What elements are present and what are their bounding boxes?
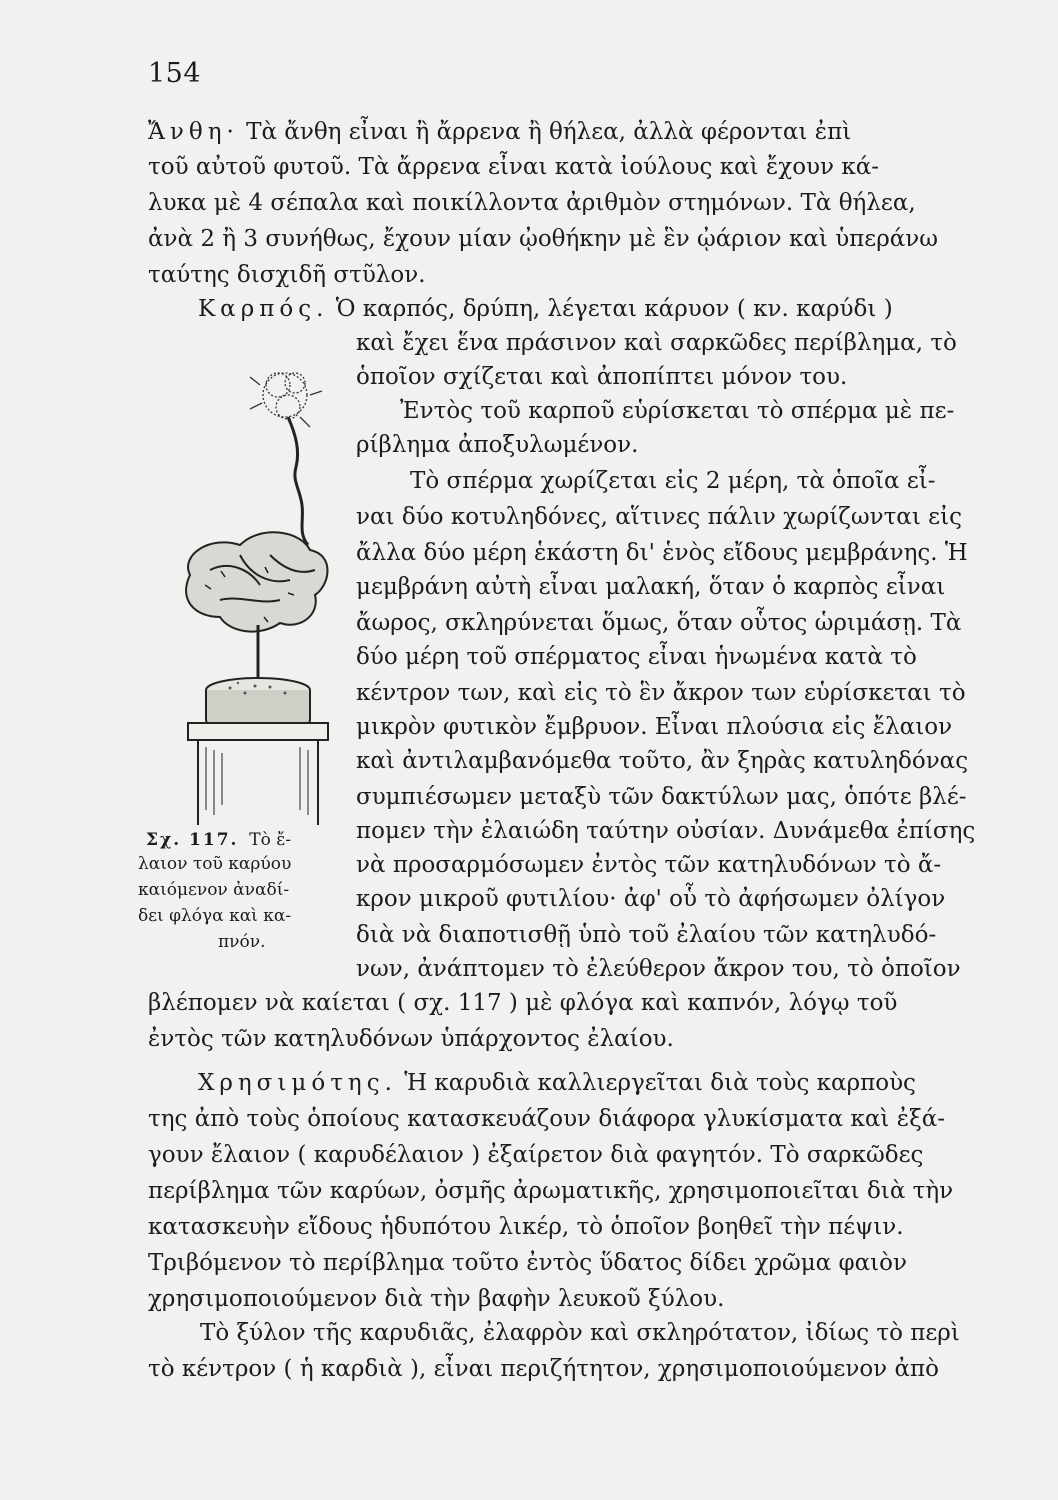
text-line: καὶ ἔχει ἕνα πράσινον καὶ σαρκῶδες περίβλημα, τὸ [356,330,957,356]
figure-caption-line [146,828,291,852]
figure-caption-line: δει φλόγα καὶ κα- [138,906,292,926]
text-line: πομεν τὴν ἐλαιώδη ταύτην οὐσίαν. Δυνάμεθα ἐπίσης [356,818,976,844]
figure-burning-walnut-illustration [150,355,350,825]
text-line: τὸ κέντρον ( ἡ καρδιὰ ), εἶναι περιζήτητον, χρησιμοποιούμενον ἀπὸ [148,1356,939,1382]
text-line: ναι δύο κοτυληδόνες, αἵτινες πάλιν χωρίζωνται εἰς [356,504,962,530]
section-label-flowers: Ἄνθη· [148,119,239,145]
smoke-icon [250,373,322,427]
figure-caption-label: Σχ. 117. [146,830,239,850]
text-line: Τὸ σπέρμα χωρίζεται εἰς 2 μέρη, τὰ ὁποῖα εἶ- [410,468,936,494]
text-line [148,117,851,147]
text-line: δύο μέρη τοῦ σπέρματος εἶναι ἡνωμένα κατὰ τὸ [356,644,917,670]
section-label-uses: Χρησιμότης. [198,1070,397,1096]
text-line: ἄλλα δύο μέρη ἑκάστη δι' ἑνὸς εἴδους μεμβράνης. Ἡ [356,540,968,566]
text-line: καὶ ἀντιλαμβανόμεθα τοῦτο, ἂν ξηρὰς κατυληδόνας [356,748,969,774]
text-line: Τριβόμενον τὸ περίβλημα τοῦτο ἐντὸς ὕδατος δίδει χρῶμα φαιὸν [148,1250,907,1276]
text-line: της ἀπὸ τοὺς ὁποίους κατασκευάζουν διάφορα γλυκίσματα καὶ ἐξά- [148,1106,946,1132]
figure-caption-line: λαιον τοῦ καρύου [138,854,292,874]
figure-caption-line: πνόν. [218,932,266,952]
text-line: μικρὸν φυτικὸν ἔμβρυον. Εἶναι πλούσια εἰς ἔλαιον [356,714,953,740]
text-line: ἐντὸς τῶν κατηλυδόνων ὑπάρχοντος ἐλαίου. [148,1026,674,1052]
text-line: διὰ νὰ διαποτισθῇ ὑπὸ τοῦ ἐλαίου τῶν κατηλυδό- [356,922,937,948]
text-line [198,1068,916,1098]
text-line: γουν ἔλαιον ( καρυδέλαιον ) ἐξαίρετον διὰ φαγητόν. Τὸ σαρκῶδες [148,1142,924,1168]
text-line: νὰ προσαρμόσωμεν ἐντὸς τῶν κατηλυδόνων τὸ ἄ- [356,852,942,878]
line-text: Ἡ καρυδιὰ καλλιεργεῖται διὰ τοὺς καρποὺς [396,1070,916,1096]
figure-caption-line: καιόμενον ἀναδί- [138,880,290,900]
text-line: βλέπομεν νὰ καίεται ( σχ. 117 ) μὲ φλόγα καὶ καπνόν, λόγῳ τοῦ [148,990,898,1016]
text-line: Ἐντὸς τοῦ καρποῦ εὑρίσκεται τὸ σπέρμα μὲ πε- [400,398,955,424]
line-text: Τὰ ἄνθη εἶναι ἢ ἄρρενα ἢ θήλεα, ἀλλὰ φέρονται ἐπὶ [238,119,852,145]
text-line: νων, ἀνάπτομεν τὸ ἐλεύθερον ἄκρον του, τὸ ὁποῖον [356,956,961,982]
text-line: συμπιέσωμεν μεταξὺ τῶν δακτύλων μας, ὁπότε βλέ- [356,784,967,810]
text-line: κρον μικροῦ φυτιλίου· ἀφ' οὗ τὸ ἀφήσωμεν ὀλίγον [356,886,946,912]
bottle-icon [188,723,328,825]
flame-icon [288,417,308,545]
text-line: Τὸ ξύλον τῆς καρυδιᾶς, ἐλαφρὸν καὶ σκληρότατον, ἰδίως τὸ περὶ [200,1320,960,1346]
walnut-kernel-icon [186,532,327,631]
caption-text: Τὸ ἔ- [249,830,292,850]
text-line: ταύτης δισχιδῆ στῦλον. [148,262,426,288]
text-line: ρίβλημα ἀποξυλωμένον. [356,432,639,458]
text-line: τοῦ αὐτοῦ φυτοῦ. Τὰ ἄρρενα εἶναι κατὰ ἰούλους καὶ ἔχουν κά- [148,154,880,180]
text-line: κατασκευὴν εἴδους ἡδυπότου λικέρ, τὸ ὁποῖον βοηθεῖ τὴν πέψιν. [148,1214,904,1240]
text-line: μεμβράνη αὐτὴ εἶναι μαλακή, ὅταν ὁ καρπὸς εἶναι [356,574,946,600]
section-label-fruit: Καρπός. [198,296,329,322]
text-line: περίβλημα τῶν καρύων, ὀσμῆς ἀρωματικῆς, χρησιμοποιεῖται διὰ τὴν [148,1178,954,1204]
text-line: κέντρον των, καὶ εἰς τὸ ἓν ἄκρον των εὑρίσκεται τὸ [356,680,966,706]
line-text: Ὁ καρπός, δρύπη, λέγεται κάρυον ( κν. καρύδι ) [328,296,893,322]
text-line [198,294,893,324]
text-line: ἄωρος, σκληρύνεται ὅμως, ὅταν οὗτος ὡριμάσῃ. Τὰ [356,610,962,636]
text-line: ὁποῖον σχίζεται καὶ ἀποπίπτει μόνον του. [356,364,848,390]
page-number: 154 [148,58,202,89]
text-line: λυκα μὲ 4 σέπαλα καὶ ποικίλλοντα ἀριθμὸν στημόνων. Τὰ θήλεα, [148,190,916,216]
text-line: χρησιμοποιούμενον διὰ τὴν βαφὴν λευκοῦ ξύλου. [148,1286,725,1312]
text-line: ἀνὰ 2 ἢ 3 συνήθως, ἔχουν μίαν ᾠοθήκην μὲ ἓν ᾠάριον καὶ ὑπεράνω [148,226,938,252]
